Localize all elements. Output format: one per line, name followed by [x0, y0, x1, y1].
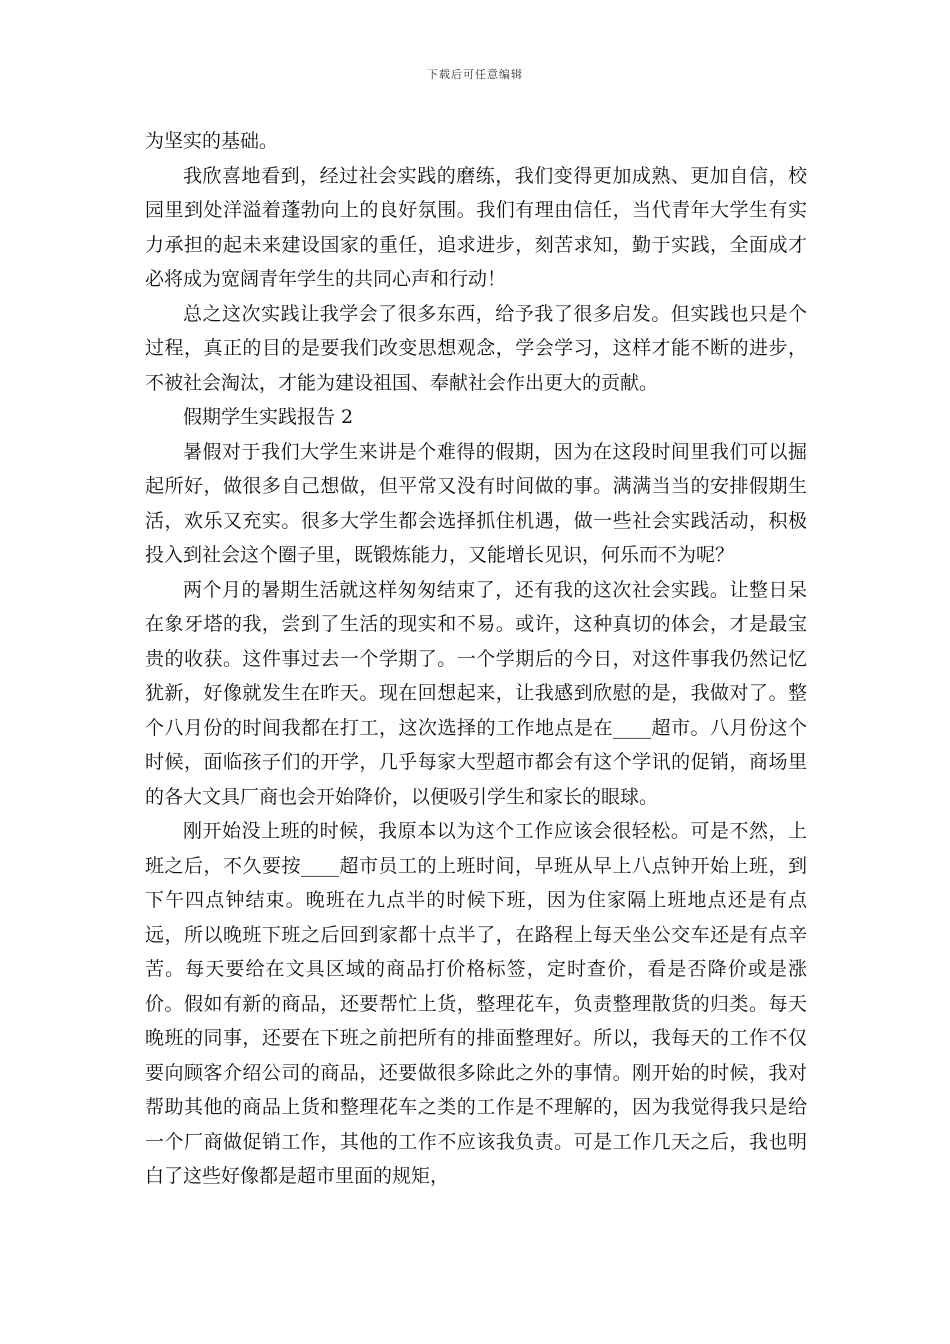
- paragraph: 总之这次实践让我学会了很多东西，给予我了很多启发。但实践也只是个过程，真正的目的是要我们改变思想观念，学会学习，这样才能不断的进步，不被社会淘汰，才能为建设祖国、奉献社会作出更大的贡献。: [145, 302, 807, 394]
- paragraph: 暑假对于我们大学生来讲是个难得的假期，因为在这段时间里我们可以掘起所好，做很多自己想做，但平常又没有时间做的事。满满当当的安排假期生活，欢乐又充实。很多大学生都会选择抓住机遇，做一些社会实践活动，积极投入到社会这个圈子里，既锻炼能力，又能增长见识，何乐而不为呢？: [145, 440, 807, 566]
- paragraph: 刚开始没上班的时候，我原本以为这个工作应该会很轻松。可是不然，上班之后，不久要按____超市员工的上班时间，早班从早上八点钟开始上班，到下午四点钟结束。晚班在九点半的时候下班，因为住家隔上班地点还是有点远，所以晚班下班之后回到家都十点半了，在路程上每天坐公交车还是有点辛苦。每天要给在文具区域的商品打价格标签，定时查价，看是否降价或是涨价。假如有新的商品，还要帮忙上货，整理花车，负责整理散货的归类。每天晚班的同事，还要在下班之前把所有的排面整理好。所以，我每天的工作不仅要向顾客介绍公司的商品，还要做很多除此之外的事情。刚开始的时候，我对帮助其他的商品上货和整理花车之类的工作是不理解的，因为我觉得我只是给一个厂商做促销工作，其他的工作不应该我负责。可是工作几天之后，我也明白了这些好像都是超市里面的规矩，: [145, 820, 807, 1187]
- section-heading: 假期学生实践报告 2: [183, 406, 354, 428]
- paragraph: 我欣喜地看到，经过社会实践的磨练，我们变得更加成熟、更加自信，校园里到处洋溢着蓬勃向上的良好氛围。我们有理由信任，当代青年大学生有实力承担的起未来建设国家的重任，追求进步，刻苦求知，勤于实践，全面成才必将成为宽阔青年学生的共同心声和行动！: [145, 164, 807, 290]
- page-header-note: 下载后可任意编辑: [427, 68, 523, 81]
- paragraph-continuation: 为坚实的基础。: [145, 130, 279, 152]
- document-body: [145, 124, 807, 1194]
- paragraph: 两个月的暑期生活就这样匆匆结束了，还有我的这次社会实践。让整日呆在象牙塔的我，尝到了生活的现实和不易。或许，这种真切的体会，才是最宝贵的收获。这件事过去一个学期了。一个学期后的今日，对这件事我仍然记忆犹新，好像就发生在昨天。现在回想起来，让我感到欣慰的是，我做对了。整个八月份的时间我都在打工，这次选择的工作地点是在____超市。八月份这个时候，面临孩子们的开学，几乎每家大型超市都会有这个学讯的促销，商场里的各大文具厂商也会开始降价，以便吸引学生和家长的眼球。: [145, 578, 807, 808]
